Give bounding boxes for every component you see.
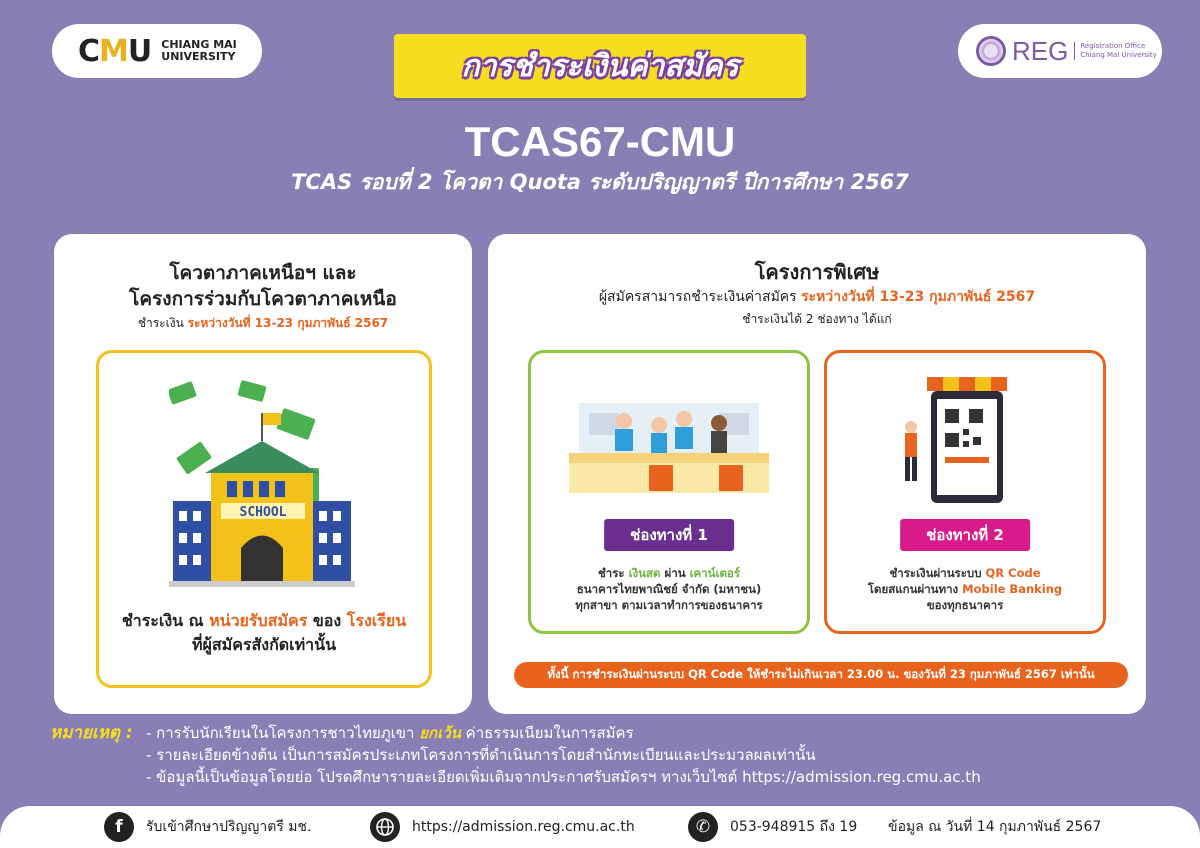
globe-icon	[370, 812, 400, 842]
right-card-channel-count: ชำระเงินได้ 2 ช่องทาง ได้แก่	[742, 312, 892, 326]
left-card-instruction: ชำระเงิน ณ หน่วยรับสมัคร ของ โรงเรียน ที่ผู้สมัครสังกัดเท่านั้น	[121, 611, 407, 654]
reg-logo-mark: REG	[1012, 35, 1069, 66]
left-card-date: ชำระเงิน ระหว่างวันที่ 13-23 กุมภาพันธ์ 2567	[137, 316, 389, 330]
remarks-label: หมายเหตุ :	[50, 723, 133, 743]
qr-shop-illustration	[897, 377, 1037, 507]
footer-website[interactable]: https://admission.reg.cmu.ac.th	[370, 812, 635, 842]
cmu-logo	[52, 24, 262, 78]
page-title: การชำระเงินค่าสมัคร	[461, 48, 739, 84]
cmu-logo-line2: UNIVERSITY	[161, 50, 236, 63]
remark-1: - การรับนักเรียนในโครงการชาวไทยภูเขา ยกเว้น ค่าธรรมเนียมในการสมัคร	[146, 724, 634, 742]
university-seal-icon	[976, 36, 1006, 66]
footer-updated: ข้อมูล ณ วันที่ 14 กุมภาพันธ์ 2567	[888, 819, 1102, 835]
channel-1-badge: ช่องทางที่ 1	[604, 519, 734, 551]
channel-1-description: ชำระ เงินสด ผ่าน เคาน์เตอร์ ธนาคารไทยพาณิชย์ จำกัด (มหาชน) ทุกสาขา ตามเวลาทำการของธนาคาร	[575, 566, 763, 612]
channel-2-box	[824, 350, 1106, 634]
school-illustration	[169, 373, 369, 593]
school-payment-box	[96, 350, 432, 688]
right-card-subtitle: ผู้สมัครสามารถชำระเงินค่าสมัคร ระหว่างวันที่ 13-23 กุมภาพันธ์ 2567	[598, 289, 1036, 305]
channel-1-box	[528, 350, 810, 634]
cmu-logo-line1: CHIANG MAI	[161, 38, 237, 51]
school-sign: SCHOOL	[239, 505, 287, 520]
left-card-title-line2: โครงการร่วมกับโควตาภาคเหนือ	[129, 288, 397, 310]
footer-facebook[interactable]: f รับเข้าศึกษาปริญญาตรี มช.	[104, 812, 311, 842]
facebook-icon: f	[104, 812, 134, 842]
quota-north-card	[54, 234, 472, 714]
main-heading: TCAS67-CMU	[464, 118, 736, 165]
left-card-date-range: ระหว่างวันที่ 13-23 กุมภาพันธ์ 2567	[187, 316, 389, 330]
remark-3: - ข้อมูลนี้เป็นข้อมูลโดยย่อ โปรดศึกษารายละเอียดเพิ่มเติมจากประกาศรับสมัครฯ ทางเว็บไซต์ https://admission.reg.cmu.ac.th	[146, 768, 981, 786]
bank-counter-illustration	[569, 383, 769, 503]
reg-logo	[958, 24, 1162, 78]
right-card-title: โครงการพิเศษ	[754, 260, 880, 284]
reg-logo-line1: Registration Office	[1080, 42, 1146, 50]
special-project-card	[488, 234, 1146, 714]
cmu-logo-mark: CMU	[78, 33, 152, 69]
title-banner	[394, 34, 806, 98]
channel-2-badge: ช่องทางที่ 2	[900, 519, 1030, 551]
qr-deadline-note: ทั้งนี้ การชำระเงินผ่านระบบ QR Code ให้ชำระไม่เกินเวลา 23.00 น. ของวันที่ 23 กุมภาพันธ์ 2567 เท่านั้น	[514, 662, 1128, 688]
reg-logo-line2: Chiang Mai University	[1080, 51, 1157, 59]
channel-2-description: ชำระเงินผ่านระบบ QR Code โดยสแกนผ่านทาง Mobile Banking ของทุกธนาคาร	[867, 566, 1063, 612]
footer	[0, 806, 1200, 848]
remarks	[50, 722, 1150, 788]
remark-2: - รายละเอียดข้างต้น เป็นการสมัครประเภทโครงการที่ดำเนินการโดยสำนักทะเบียนและประมวลผลเท่านั้น	[146, 746, 816, 764]
left-card-title-line1: โควตาภาคเหนือฯ และ	[169, 262, 357, 284]
phone-icon: ✆	[688, 812, 718, 842]
footer-phone[interactable]: ✆ 053-948915 ถึง 19	[688, 812, 857, 842]
sub-heading: TCAS รอบที่ 2 โควตา Quota ระดับปริญญาตรี ปีการศึกษา 2567	[291, 170, 909, 194]
